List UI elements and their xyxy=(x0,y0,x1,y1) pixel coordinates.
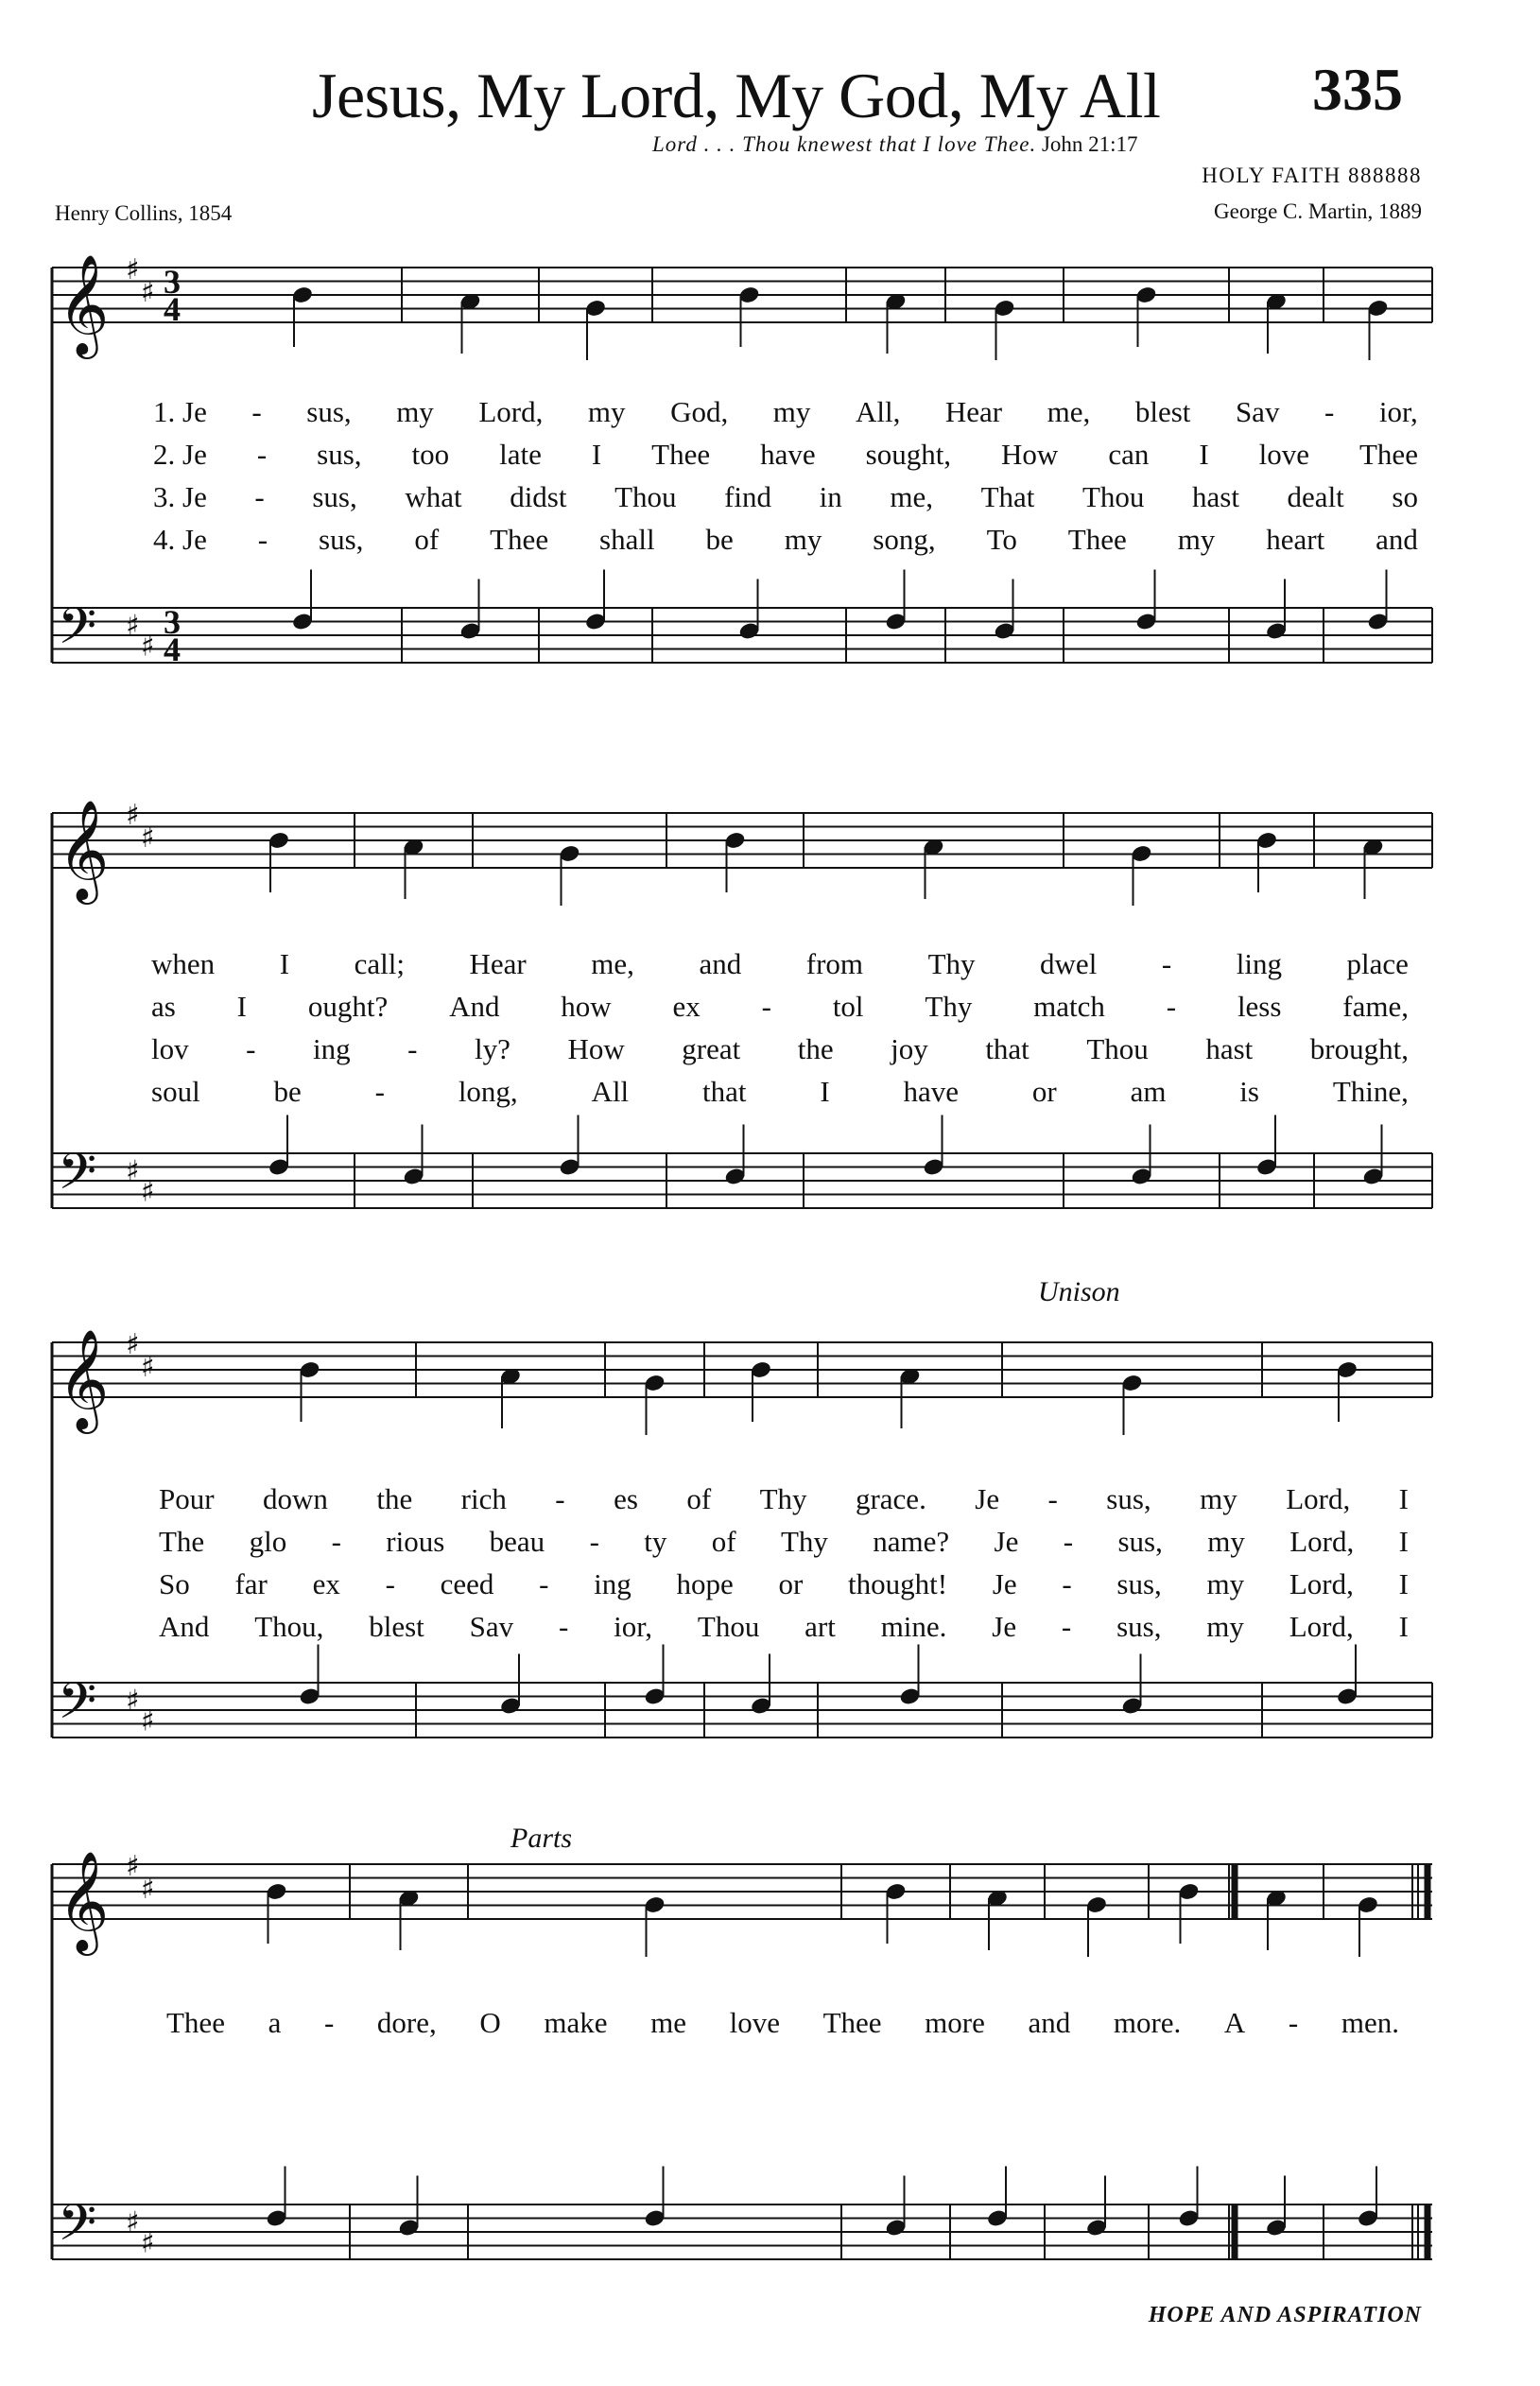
lyric-syllable: that xyxy=(985,1032,1030,1065)
lyric-syllable: Hear xyxy=(944,395,1003,428)
lyric-syllable: of xyxy=(414,523,440,556)
bass-clef: 𝄢 xyxy=(58,2194,97,2265)
lyric-syllable: in xyxy=(819,480,842,513)
lyric-syllable: - xyxy=(589,1525,599,1558)
bass-clef: 𝄢 xyxy=(58,1143,97,1214)
lyric-syllable: ing xyxy=(313,1032,351,1065)
lyric-syllable: sus, xyxy=(306,395,352,428)
lyric-syllable: that xyxy=(702,1075,747,1108)
lyric-syllable: - xyxy=(331,1525,341,1558)
lyric-syllable: me, xyxy=(591,947,634,980)
lyric-syllable: Thy xyxy=(925,990,973,1023)
lyric-syllable: - xyxy=(254,480,265,513)
lyric-syllable: All xyxy=(591,1075,630,1108)
lyric-syllable: be xyxy=(705,523,734,556)
lyric-syllable: God, xyxy=(670,395,729,428)
treble-clef: 𝄞 xyxy=(58,1328,110,1429)
sharp-key-signature: ♯ xyxy=(126,253,140,286)
lyric-syllable: when xyxy=(151,947,216,980)
lyric-syllable: Thee xyxy=(490,523,549,556)
lyric-syllable: my xyxy=(772,395,811,428)
time-signature: 3 xyxy=(164,263,181,301)
lyric-syllable: The xyxy=(159,1525,205,1558)
lyric-syllable: tol xyxy=(832,990,864,1023)
lyric-syllable: sus, xyxy=(312,480,357,513)
lyric-syllable: less xyxy=(1237,990,1282,1023)
lyric-syllable: - xyxy=(1324,395,1335,428)
hymn-number: 335 xyxy=(1312,56,1403,123)
verse-line xyxy=(153,395,1418,429)
verse-line xyxy=(159,1567,1409,1601)
lyric-syllable: Thou xyxy=(614,480,677,513)
lyric-syllable: All, xyxy=(855,395,901,428)
verse-line xyxy=(159,1482,1409,1516)
lyric-syllable: - xyxy=(323,2006,335,2039)
lyric-syllable: And xyxy=(449,990,500,1023)
lyric-syllable: blest xyxy=(1134,395,1191,428)
lyric-syllable: long, xyxy=(458,1075,518,1108)
lyric-syllable: didst xyxy=(510,480,567,513)
verse-line xyxy=(166,2006,1399,2040)
lyric-syllable: me xyxy=(650,2006,686,2039)
hymn-title: Jesus, My Lord, My God, My All xyxy=(312,60,1161,131)
unison-marking: Unison xyxy=(1038,1276,1120,1307)
lyric-syllable: my xyxy=(1206,1610,1244,1643)
lyric-syllable: Lord, xyxy=(1289,1567,1354,1600)
lyric-syllable: have xyxy=(903,1075,960,1108)
sharp-key-signature: ♯ xyxy=(141,821,155,855)
lyric-syllable: - xyxy=(374,1075,385,1108)
lyric-syllable: Thou xyxy=(1081,480,1145,513)
lyric-syllable: - xyxy=(257,523,268,556)
lyric-syllable: soul xyxy=(151,1075,200,1108)
lyric-syllable: ior, xyxy=(1378,395,1418,428)
lyric-syllable: Je xyxy=(994,1525,1019,1558)
lyric-syllable: I xyxy=(1398,1482,1409,1515)
lyric-syllable: rich xyxy=(460,1482,507,1515)
lyric-syllable: Thee xyxy=(651,438,711,471)
sharp-key-signature: ♯ xyxy=(126,1154,140,1188)
lyric-syllable: and xyxy=(1028,2006,1071,2039)
lyric-syllable: Lord, xyxy=(1289,1610,1354,1643)
lyric-syllable: O xyxy=(479,2006,501,2039)
lyric-syllable: And xyxy=(159,1610,210,1643)
lyric-syllable: - xyxy=(1047,1482,1058,1515)
lyric-syllable: beau xyxy=(489,1525,545,1558)
lyric-syllable: love xyxy=(1258,438,1310,471)
lyric-syllable: ing xyxy=(594,1567,632,1600)
verse-line xyxy=(159,1610,1409,1644)
lyric-syllable: me, xyxy=(890,480,933,513)
lyric-syllable: hast xyxy=(1192,480,1239,513)
sharp-key-signature: ♯ xyxy=(141,1872,155,1906)
lyric-syllable: ling xyxy=(1236,947,1282,980)
treble-clef: 𝄞 xyxy=(58,799,110,900)
lyric-syllable: ty xyxy=(644,1525,667,1558)
time-signature: 3 xyxy=(164,603,181,641)
lyric-syllable: as xyxy=(151,990,176,1023)
lyric-syllable: my xyxy=(1207,1525,1245,1558)
lyric-syllable: Lord, xyxy=(1286,1482,1351,1515)
lyric-syllable: or xyxy=(778,1567,804,1600)
sharp-key-signature: ♯ xyxy=(126,2205,140,2239)
lyric-syllable: heart xyxy=(1266,523,1325,556)
lyric-syllable: - xyxy=(1161,947,1172,980)
lyric-syllable: - xyxy=(1062,1567,1072,1600)
lyric-syllable: am xyxy=(1130,1075,1167,1108)
lyric-syllable: dore, xyxy=(376,2006,437,2039)
lyric-syllable: - xyxy=(251,395,262,428)
verse-line xyxy=(159,1525,1409,1559)
lyric-syllable: sought, xyxy=(865,438,952,471)
lyric-syllable: of xyxy=(711,1525,736,1558)
lyric-syllable: men. xyxy=(1341,2006,1399,2039)
lyric-syllable: - xyxy=(761,990,771,1023)
lyric-syllable: Je xyxy=(975,1482,1000,1515)
verse-line xyxy=(151,990,1409,1024)
lyric-syllable: I xyxy=(1398,1567,1409,1600)
lyric-syllable: song, xyxy=(873,523,936,556)
lyric-syllable: - xyxy=(539,1567,549,1600)
lyric-syllable: A xyxy=(1223,2006,1246,2039)
lyric-syllable: can xyxy=(1108,438,1150,471)
lyric-syllable: far xyxy=(234,1567,268,1600)
lyric-syllable: too xyxy=(411,438,450,471)
lyric-syllable: sus, xyxy=(1117,1525,1163,1558)
lyric-syllable: a xyxy=(268,2006,282,2039)
lyric-syllable: how xyxy=(561,990,612,1023)
parts-marking: Parts xyxy=(510,1823,573,1854)
sharp-key-signature: ♯ xyxy=(141,630,155,664)
lyric-syllable: ceed xyxy=(440,1567,494,1600)
sharp-key-signature: ♯ xyxy=(126,609,140,643)
lyric-syllable: I xyxy=(591,438,602,471)
lyric-syllable: es xyxy=(614,1482,638,1515)
lyric-syllable: be xyxy=(273,1075,302,1108)
lyric-syllable: blest xyxy=(369,1610,424,1643)
verse-line xyxy=(151,1075,1409,1109)
lyric-syllable: Sav xyxy=(1235,395,1280,428)
lyric-syllable: - xyxy=(407,1032,418,1065)
lyric-syllable: art xyxy=(805,1610,836,1643)
lyric-syllable: I xyxy=(820,1075,830,1108)
lyric-syllable: 2. Je xyxy=(153,438,207,471)
lyric-syllable: me, xyxy=(1047,395,1091,428)
lyric-syllable: and xyxy=(699,947,742,980)
lyric-syllable: glo xyxy=(249,1525,287,1558)
verse-line xyxy=(153,438,1418,472)
lyric-syllable: I xyxy=(1398,1610,1409,1643)
sharp-key-signature: ♯ xyxy=(126,1328,140,1361)
lyric-syllable: great xyxy=(682,1032,741,1065)
lyric-syllable: the xyxy=(797,1032,834,1065)
lyric-syllable: sus, xyxy=(1116,1610,1162,1643)
verse-line xyxy=(153,523,1418,557)
lyric-syllable: Thy xyxy=(927,947,976,980)
lyric-syllable: - xyxy=(1288,2006,1299,2039)
lyric-syllable: my xyxy=(1200,1482,1237,1515)
lyric-syllable: rious xyxy=(386,1525,445,1558)
time-signature: 4 xyxy=(164,290,181,328)
lyric-syllable: name? xyxy=(873,1525,950,1558)
lyric-syllable: - xyxy=(256,438,268,471)
scripture-reference: John 21:17 xyxy=(1041,132,1138,156)
sharp-key-signature: ♯ xyxy=(126,1850,140,1883)
sharp-key-signature: ♯ xyxy=(141,2226,155,2260)
sharp-key-signature: ♯ xyxy=(126,799,140,832)
lyric-syllable: Hear xyxy=(469,947,527,980)
lyric-syllable: down xyxy=(263,1482,328,1515)
music-composer: George C. Martin, 1889 xyxy=(1214,199,1422,223)
lyric-syllable: lov xyxy=(151,1032,189,1065)
lyric-syllable: the xyxy=(376,1482,413,1515)
lyric-syllable: - xyxy=(555,1482,565,1515)
lyric-syllable: dealt xyxy=(1287,480,1344,513)
treble-clef: 𝄞 xyxy=(58,253,110,354)
tune-name: HOLY FAITH 888888 xyxy=(1202,164,1422,187)
lyric-syllable: Thy xyxy=(780,1525,828,1558)
lyric-syllable: - xyxy=(246,1032,256,1065)
lyric-syllable: make xyxy=(544,2006,608,2039)
lyric-syllable: sus, xyxy=(1106,1482,1151,1515)
lyric-syllable: from xyxy=(805,947,864,980)
lyric-syllable: ex xyxy=(672,990,701,1023)
lyric-syllable: love xyxy=(729,2006,780,2039)
lyric-syllable: hast xyxy=(1205,1032,1254,1065)
lyric-syllable: Je xyxy=(992,1610,1017,1643)
lyric-syllable: - xyxy=(385,1567,395,1600)
lyric-syllable: have xyxy=(760,438,816,471)
lyric-syllable: 3. Je xyxy=(153,480,207,513)
lyric-syllable: my xyxy=(396,395,434,428)
lyric-syllable: Sav xyxy=(469,1610,514,1643)
lyric-syllable: is xyxy=(1239,1075,1259,1108)
verse-line xyxy=(151,1032,1409,1066)
lyric-syllable: - xyxy=(1166,990,1177,1023)
lyric-syllable: - xyxy=(558,1610,569,1643)
lyric-syllable: more. xyxy=(1113,2006,1182,2039)
lyric-syllable: or xyxy=(1031,1075,1057,1108)
lyric-syllable: I xyxy=(279,947,290,980)
lyric-syllable: Thee xyxy=(1359,438,1418,471)
lyric-syllable: sus, xyxy=(319,523,364,556)
lyric-syllable: and xyxy=(1376,523,1418,556)
bass-clef: 𝄢 xyxy=(58,597,97,668)
lyric-syllable: - xyxy=(1063,1525,1074,1558)
lyric-syllable: sus, xyxy=(317,438,362,471)
scripture-text: Lord . . . Thou knewest that I love Thee. xyxy=(652,132,1037,156)
lyric-syllable: my xyxy=(784,523,822,556)
lyric-syllable: my xyxy=(587,395,626,428)
lyric-syllable: I xyxy=(236,990,247,1023)
lyric-syllable: That xyxy=(980,480,1035,513)
lyric-syllable: 1. Je xyxy=(153,395,207,428)
sharp-key-signature: ♯ xyxy=(141,275,155,309)
lyric-syllable: How xyxy=(567,1032,625,1065)
lyric-syllable: my xyxy=(1206,1567,1245,1600)
lyric-syllable: I xyxy=(1398,1525,1409,1558)
lyric-syllable: of xyxy=(686,1482,712,1515)
lyric-syllable: Thou, xyxy=(254,1610,324,1643)
lyric-syllable: Pour xyxy=(159,1482,215,1515)
lyric-syllable: dwel xyxy=(1040,947,1098,980)
lyric-syllable: - xyxy=(1061,1610,1072,1643)
lyric-syllable: ly? xyxy=(475,1032,510,1065)
lyric-syllable: more xyxy=(925,2006,985,2039)
lyric-syllable: fame, xyxy=(1342,990,1409,1023)
sharp-key-signature: ♯ xyxy=(126,1684,140,1718)
lyric-syllable: 4. Je xyxy=(153,523,207,556)
lyric-syllable: Lord, xyxy=(1289,1525,1355,1558)
verse-line xyxy=(151,947,1409,981)
lyric-syllable: I xyxy=(1199,438,1209,471)
verse-line xyxy=(153,480,1418,514)
lyric-syllable: Lord, xyxy=(478,395,544,428)
bass-clef: 𝄢 xyxy=(58,1672,97,1743)
lyric-syllable: sus, xyxy=(1116,1567,1162,1600)
lyric-syllable: my xyxy=(1177,523,1216,556)
lyric-syllable: brought, xyxy=(1309,1032,1409,1065)
lyric-syllable: so xyxy=(1392,480,1418,513)
sharp-key-signature: ♯ xyxy=(141,1175,155,1209)
lyric-syllable: find xyxy=(724,480,772,513)
lyric-syllable: Thou xyxy=(697,1610,760,1643)
lyric-syllable: To xyxy=(986,523,1017,556)
lyric-syllable: Thee xyxy=(1067,523,1127,556)
lyric-syllable: Je xyxy=(992,1567,1017,1600)
sharp-key-signature: ♯ xyxy=(141,1704,155,1738)
lyric-syllable: grace. xyxy=(855,1482,926,1515)
lyric-syllable: ior, xyxy=(614,1610,653,1643)
lyric-syllable: late xyxy=(499,438,542,471)
lyric-syllable: ex xyxy=(312,1567,340,1600)
lyric-syllable: place xyxy=(1346,947,1409,980)
topic-footer: HOPE AND ASPIRATION xyxy=(1148,2303,1422,2327)
text-author: Henry Collins, 1854 xyxy=(55,201,233,225)
lyric-syllable: hope xyxy=(676,1567,734,1600)
lyric-syllable: Thou xyxy=(1086,1032,1149,1065)
lyric-syllable: ought? xyxy=(307,990,389,1023)
lyric-syllable: mine. xyxy=(880,1610,947,1643)
lyric-syllable: shall xyxy=(599,523,655,556)
lyric-syllable: How xyxy=(1001,438,1059,471)
lyric-syllable: call; xyxy=(354,947,405,980)
lyric-syllable: Thy xyxy=(759,1482,807,1515)
lyric-syllable: match xyxy=(1033,990,1105,1023)
lyric-syllable: what xyxy=(405,480,462,513)
lyric-syllable: joy xyxy=(891,1032,928,1065)
time-signature: 4 xyxy=(164,631,181,668)
lyric-syllable: So xyxy=(159,1567,190,1600)
lyric-syllable: Thine, xyxy=(1332,1075,1409,1108)
lyric-syllable: Thee xyxy=(166,2006,225,2039)
treble-clef: 𝄞 xyxy=(58,1850,110,1951)
lyric-syllable: thought! xyxy=(848,1567,948,1600)
lyric-syllable: Thee xyxy=(822,2006,882,2039)
sharp-key-signature: ♯ xyxy=(141,1350,155,1384)
